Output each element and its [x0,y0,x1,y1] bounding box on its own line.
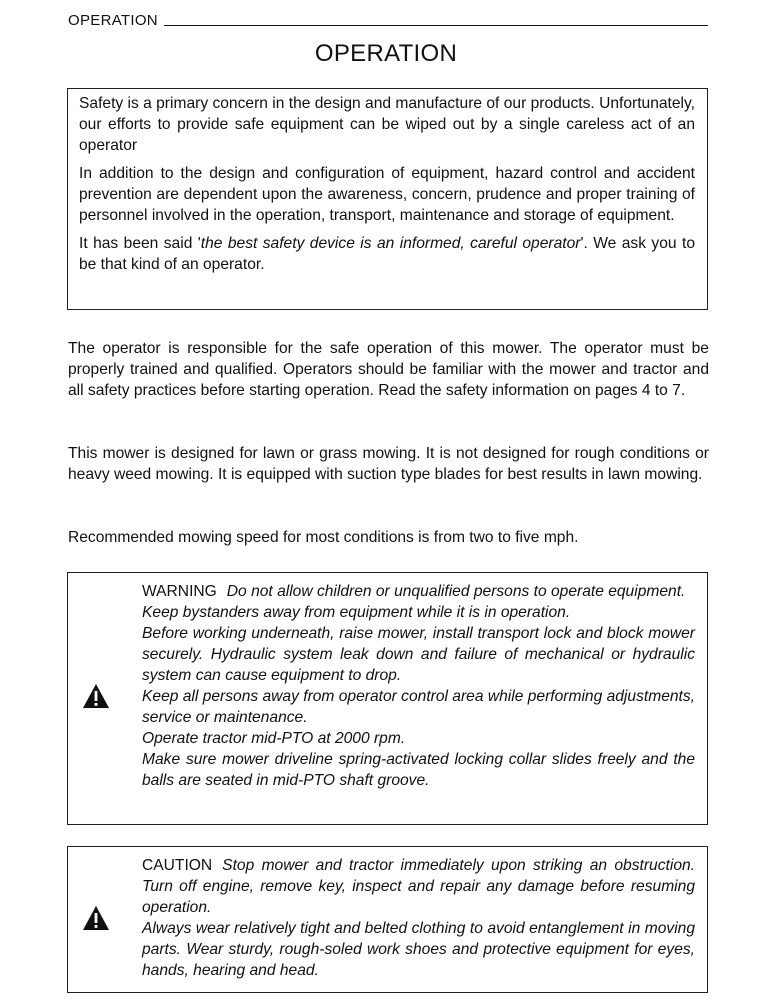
body-paragraph-speed: Recommended mowing speed for most conditions is from two to five mph. [68,529,579,546]
safety-paragraph: In addition to the design and configuration of equipment, hazard control and accident prevention are dependent upon the awareness, concern, prudence and proper training of personnel involved in the operation, transport, maintenance and storage of equipment. [79,165,695,224]
safety-notice-box [67,88,708,310]
caution-line: Always wear relatively tight and belted clothing to avoid entanglement in moving parts. Wear sturdy, rough-soled work shoes and protective equipment for eyes, hands, hearing and head. [142,920,695,979]
warning-triangle-icon [82,905,110,931]
safety-paragraph: Safety is a primary concern in the design and manufacture of our products. Unfortunately, our efforts to provide safe equipment can be wiped out by a single careless act of an operator [79,95,695,154]
warning-line: WARNING Do not allow children or unqualified persons to operate equipment. [142,583,686,600]
page-header [68,8,708,28]
quote-suffix: '. We ask you to be that kind of an operator. [79,235,695,273]
warning-line: Keep bystanders away from equipment while it is in operation. [142,604,571,621]
safety-quote-paragraph [79,233,695,275]
warning-line: Make sure mower driveline spring-activated locking collar slides freely and the balls are seated in mid-PTO shaft groove. [142,751,695,789]
warning-line: Operate tractor mid-PTO at 2000 rpm. [142,730,406,747]
warning-label: WARNING [142,583,217,600]
warning-triangle-icon [82,683,110,709]
warning-box [67,572,708,825]
caution-label: CAUTION [142,857,213,874]
caution-line: CAUTION Stop mower and tractor immediately upon striking an obstruction. Turn off engine, remove key, inspect and repair any damage before resuming operation. [142,857,695,916]
header-rule [164,25,708,26]
caution-box [67,846,708,993]
warning-line: Keep all persons away from operator control area while performing adjustments, service or maintenance. [142,688,695,726]
body-paragraph-operator: The operator is responsible for the safe operation of this mower. The operator must be properly trained and qualified. Operators should be familiar with the mower and tractor and all safety practices before starting operation. Read the safety information on pages 4 to 7. [68,340,709,399]
header-section-label: OPERATION [68,12,158,29]
quote-prefix: It has been said ' [79,235,201,252]
warning-line: Before working underneath, raise mower, install transport lock and block mower securely. Hydraulic system leak down and failure of mechanical or hydraulic system can cause equipment to drop. [142,625,695,684]
page-title: OPERATION [314,40,458,67]
body-paragraph-design: This mower is designed for lawn or grass mowing. It is not designed for rough conditions or heavy weed mowing. It is equipped with suction type blades for best results in lawn mowing. [68,445,709,483]
safety-quote: the best safety device is an informed, careful operator [200,235,581,252]
